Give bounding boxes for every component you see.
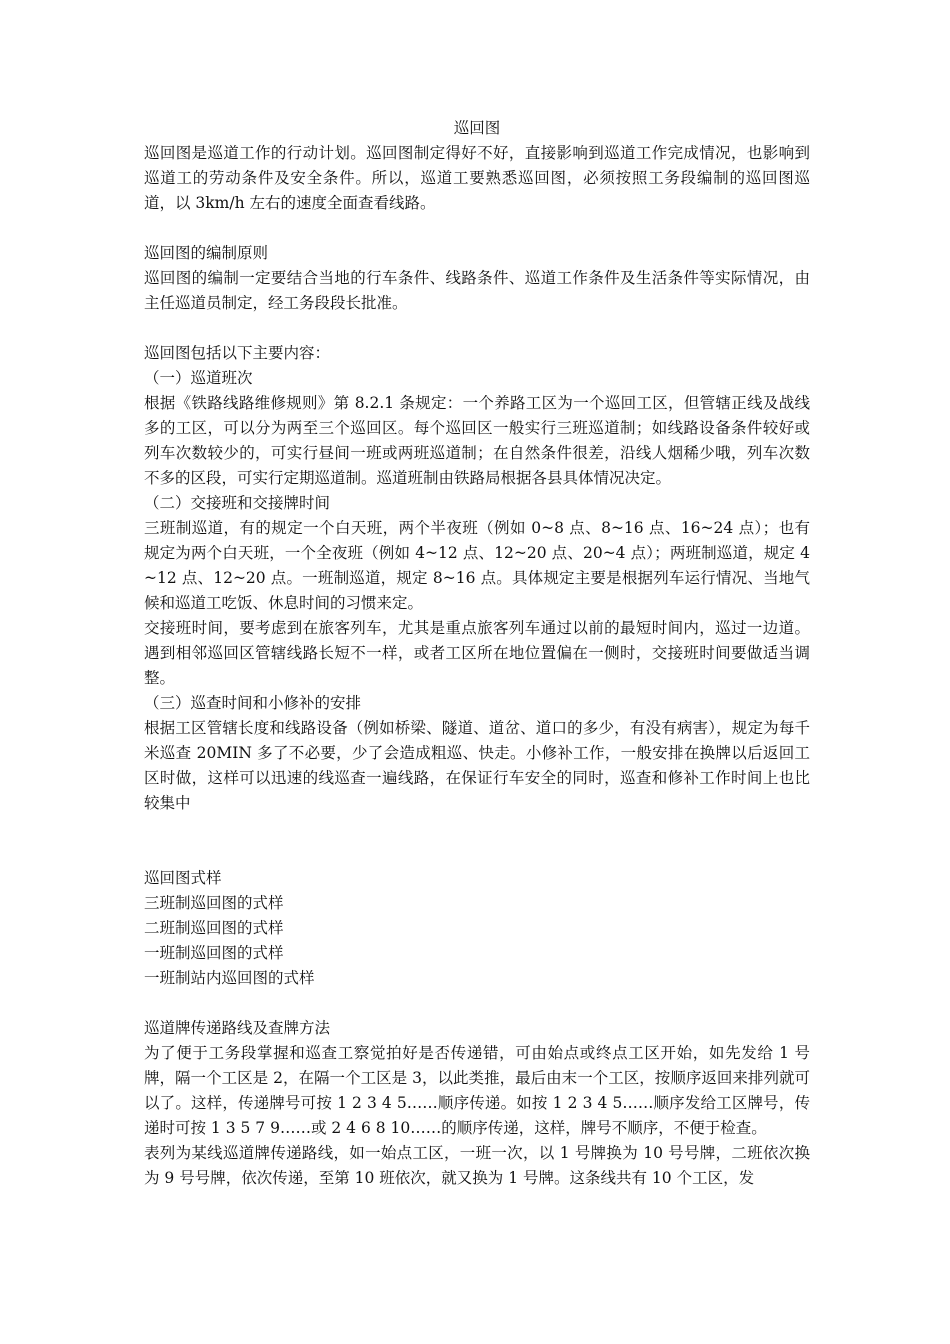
section2-paragraph-1: 三班制巡道，有的规定一个白天班，两个半夜班（例如 0~8 点、8~16 点、16~24 点）；也有规定为两个白天班，一个全夜班（例如 4~12 点、12~20 点、20~4 点）；两班制巡道，规定 4~12 点、12~20 点。一班制巡道，规定 8~16 点。具体规定主要是根据列车运行情况、当地气候和巡道工吃饭、休息时间的习惯来定。 [144, 519, 810, 612]
spacer [144, 816, 810, 866]
section1-paragraph: 根据《铁路线路维修规则》第 8.2.1 条规定：一个养路工区为一个巡回工区，但管辖正线及战线多的工区，可以分为两至三个巡回区。每个巡回区一般实行三班巡道制；如线路设备条件较好或列车次数较少的，可实行昼间一班或两班巡道制；在自然条件很差，沿线人烟稀少哦，列车次数不多的区段，可实行定期巡道制。巡道班制由铁路局根据各县具体情况决定。 [144, 394, 810, 487]
contents-heading: 巡回图包括以下主要内容： [144, 344, 331, 362]
section1-heading: （一）巡道班次 [144, 369, 253, 387]
relay-heading: 巡道牌传递路线及查牌方法 [144, 1019, 331, 1037]
section3-heading: （三）巡查时间和小修补的安排 [144, 694, 362, 712]
style-item: 一班制巡回图的式样 [144, 944, 284, 962]
document-body [144, 116, 810, 1191]
section2-paragraph-2: 交接班时间，要考虑到在旅客列车，尤其是重点旅客列车通过以前的最短时间内，巡过一边道。遇到相邻巡回区管辖线路长短不一样，或者工区所在地位置偏在一侧时，交接班时间要做适当调整。 [144, 619, 810, 687]
styles-heading: 巡回图式样 [144, 869, 222, 887]
style-item: 一班制站内巡回图的式样 [144, 969, 315, 987]
style-item: 三班制巡回图的式样 [144, 894, 284, 912]
relay-paragraph-2: 表列为某线巡道牌传递路线，如一始点工区，一班一次，以 1 号牌换为 10 号号牌，二班依次换为 9 号号牌，依次传递，至第 10 班依次，就又换为 1 号牌。这条线共有 10 个工区，发 [144, 1144, 810, 1187]
style-item: 二班制巡回图的式样 [144, 919, 284, 937]
relay-paragraph-1: 为了便于工务段掌握和巡查工察觉拍好是否传递错，可由始点或终点工区开始，如先发给 1 号牌，隔一个工区是 2，在隔一个工区是 3，以此类推，最后由末一个工区，按顺序返回来排列就可以了。这样，传递牌号可按 1 2 3 4 5……顺序传递。如按 1 2 3 4 5……顺序发给工区牌号，传递时可按 1 3 5 7 9……或 2 4 6 8 10……的顺序传递，这样，牌号不顺序，不便于检查。 [144, 1044, 810, 1137]
spacer [144, 216, 810, 241]
intro-paragraph: 巡回图是巡道工作的行动计划。巡回图制定得好不好，直接影响到巡道工作完成情况，也影响到巡道工的劳动条件及安全条件。所以，巡道工要熟悉巡回图，必须按照工务段编制的巡回图巡道，以 3km/h 左右的速度全面查看线路。 [144, 144, 810, 212]
principle-heading: 巡回图的编制原则 [144, 244, 269, 262]
spacer [144, 991, 810, 1016]
spacer [144, 316, 810, 341]
document-title: 巡回图 [453, 119, 501, 137]
principle-paragraph: 巡回图的编制一定要结合当地的行车条件、线路条件、巡道工作条件及生活条件等实际情况，由主任巡道员制定，经工务段段长批准。 [144, 269, 810, 312]
section2-heading: （二）交接班和交接牌时间 [144, 494, 331, 512]
section3-paragraph: 根据工区管辖长度和线路设备（例如桥梁、隧道、道岔、道口的多少，有没有病害），规定为每千米巡查 20MIN 多了不必要，少了会造成粗巡、快走。小修补工作，一般安排在换牌以后返回工区时做，这样可以迅速的线巡查一遍线路，在保证行车安全的同时，巡查和修补工作时间上也比较集中 [144, 719, 810, 812]
